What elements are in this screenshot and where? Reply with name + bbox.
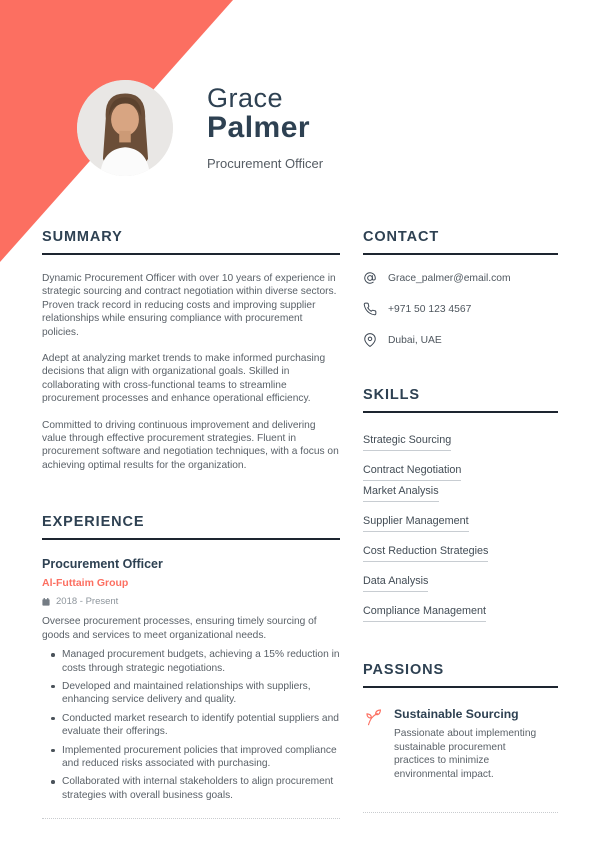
skill-item: Data Analysis bbox=[363, 575, 428, 592]
skills-heading-rule bbox=[363, 411, 558, 413]
experience-heading: EXPERIENCE bbox=[42, 514, 145, 531]
passions-section bbox=[363, 662, 558, 813]
phone-icon bbox=[363, 302, 377, 316]
passion-description: Passionate about implementing sustainable procurement practices to minimize environmental impact. bbox=[394, 728, 537, 780]
job-dates-row bbox=[42, 596, 340, 607]
skills-row bbox=[363, 601, 558, 622]
avatar bbox=[77, 80, 173, 176]
first-name: Grace bbox=[207, 83, 284, 113]
left-column bbox=[42, 229, 340, 819]
portrait-illustration bbox=[77, 80, 173, 176]
job-bullet: Collaborated with internal stakeholders to align procurement strategies with overall business goals. bbox=[62, 775, 340, 802]
skills-row bbox=[363, 460, 558, 502]
skills-section bbox=[363, 387, 558, 622]
skills-list bbox=[363, 430, 558, 622]
experience-heading-rule bbox=[42, 538, 340, 540]
email-icon bbox=[363, 271, 377, 285]
job-bullet-list bbox=[42, 648, 340, 802]
summary-paragraph: Adept at analyzing market trends to make informed purchasing decisions that align with organizational goals. Skilled in collaborating with cross-functional teams to streamline procurement processes and enhance operational efficiency. bbox=[42, 353, 326, 405]
location-icon bbox=[363, 333, 377, 347]
contact-phone: +971 50 123 4567 bbox=[388, 303, 472, 315]
skills-row bbox=[363, 430, 558, 451]
skill-item: Compliance Management bbox=[363, 605, 486, 622]
contact-heading-rule bbox=[363, 253, 558, 255]
job-role-title: Procurement Officer bbox=[42, 557, 163, 572]
right-column bbox=[363, 229, 558, 813]
summary-section bbox=[42, 229, 340, 472]
contact-row-phone bbox=[363, 302, 558, 316]
passions-heading-rule bbox=[363, 686, 558, 688]
skills-row bbox=[363, 541, 558, 562]
skill-item: Cost Reduction Strategies bbox=[363, 545, 488, 562]
passion-body bbox=[394, 707, 546, 781]
calendar-icon bbox=[42, 598, 50, 606]
right-column-divider bbox=[363, 812, 558, 813]
left-column-divider bbox=[42, 818, 340, 819]
last-name: Palmer bbox=[207, 111, 311, 145]
contact-section bbox=[363, 229, 558, 347]
summary-heading: SUMMARY bbox=[42, 229, 123, 245]
summary-body bbox=[42, 272, 340, 472]
summary-paragraph: Dynamic Procurement Officer with over 10 years of experience in strategic sourcing and contract negotiation within diverse sectors. Proven track record in reducing costs and improving supplier relationships while ensuring compliance with procurement policies. bbox=[42, 273, 337, 338]
sprout-icon bbox=[363, 708, 382, 727]
passion-title: Sustainable Sourcing bbox=[394, 707, 519, 721]
job-entry bbox=[42, 557, 340, 802]
skill-item: Supplier Management bbox=[363, 515, 469, 532]
contact-row-email bbox=[363, 271, 558, 285]
contact-row-location bbox=[363, 333, 558, 347]
summary-heading-rule bbox=[42, 253, 340, 255]
name-block bbox=[207, 84, 323, 171]
skills-row bbox=[363, 511, 558, 532]
summary-paragraph: Committed to driving continuous improvement and delivering value through effective procurement strategies. Fluent in procurement software and negotiation techniques, with a focus on achieving optimal results for the organization. bbox=[42, 419, 339, 471]
skill-item: Market Analysis bbox=[363, 485, 439, 502]
contact-list bbox=[363, 271, 558, 347]
job-company: Al-Futtaim Group bbox=[42, 577, 129, 590]
passions-heading: PASSIONS bbox=[363, 662, 445, 678]
job-description: Oversee procurement processes, ensuring timely sourcing of goods and services to meet organizational needs. bbox=[42, 616, 317, 641]
job-bullet: Developed and maintained relationships with suppliers, enhancing service delivery and quality. bbox=[62, 680, 340, 707]
job-bullet: Conducted market research to identify potential suppliers and evaluate their offerings. bbox=[62, 712, 339, 738]
contact-location: Dubai, UAE bbox=[388, 334, 442, 346]
header-job-title: Procurement Officer bbox=[207, 155, 324, 171]
job-bullet: Managed procurement budgets, achieving a 15% reduction in costs through strategic negotiations. bbox=[62, 649, 340, 674]
job-bullet: Implemented procurement policies that improved compliance and reduced risks associated with purchasing. bbox=[62, 744, 340, 771]
skills-row bbox=[363, 571, 558, 592]
experience-section bbox=[42, 514, 340, 819]
contact-heading: CONTACT bbox=[363, 229, 440, 245]
contact-email: Grace_palmer@email.com bbox=[388, 272, 511, 284]
skill-item: Strategic Sourcing bbox=[363, 434, 451, 451]
skill-item: Contract Negotiation bbox=[363, 464, 461, 481]
job-dates: 2018 - Present bbox=[56, 596, 119, 608]
skills-heading: SKILLS bbox=[363, 387, 420, 403]
passion-entry bbox=[363, 707, 558, 781]
